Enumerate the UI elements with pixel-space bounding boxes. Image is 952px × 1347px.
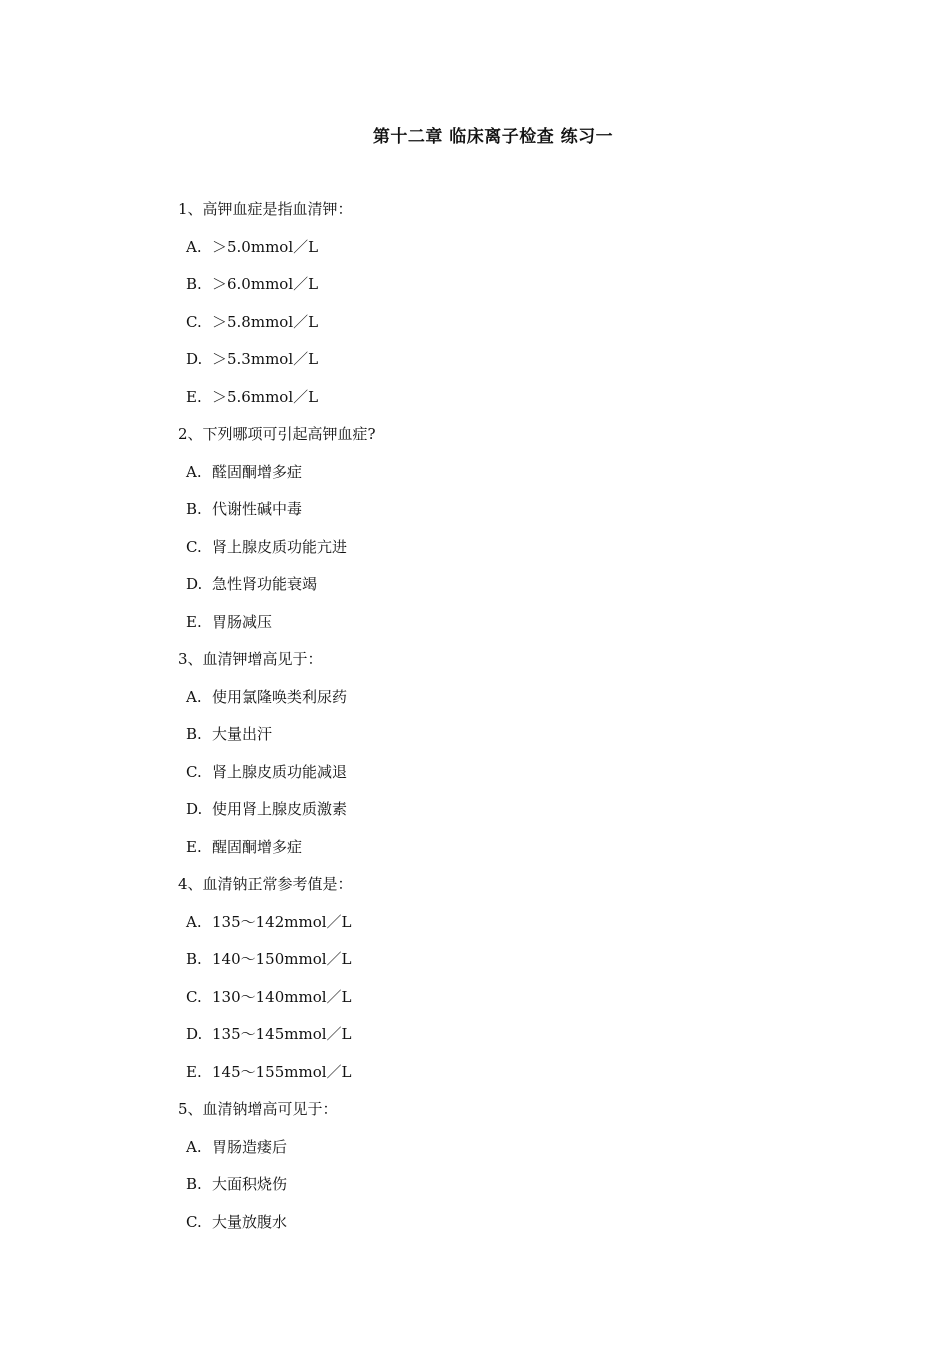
- option-text: 大量出汗: [212, 725, 273, 743]
- option-text: 代谢性碱中毒: [212, 500, 303, 518]
- option-letter: E.: [186, 1062, 202, 1081]
- question-4-option-a: [178, 910, 878, 948]
- option-text: ＞5.8mmol／L: [212, 312, 319, 331]
- question-3-option-d: [178, 797, 878, 835]
- question-3-option-b: [178, 722, 878, 760]
- question-2: 2、下列哪项可引起高钾血症?: [178, 425, 376, 443]
- option-letter: C.: [186, 762, 202, 781]
- option-text: 135～142mmol／L: [212, 912, 352, 931]
- option-letter: B.: [186, 500, 202, 518]
- question-5-option-a: [178, 1135, 878, 1173]
- option-text: ＞5.0mmol／L: [212, 237, 319, 256]
- option-text: 胃肠减压: [212, 612, 273, 631]
- option-letter: C.: [186, 1212, 202, 1231]
- option-text: 胃肠造瘘后: [212, 1137, 288, 1156]
- page-title: 第十二章 临床离子检查 练习一: [372, 127, 614, 147]
- option-text: 肾上腺皮质功能减退: [212, 762, 348, 781]
- question-1: 1、高钾血症是指血清钾：: [178, 200, 353, 218]
- question-1-option-e: [178, 385, 878, 423]
- question-4-option-c: [178, 985, 878, 1023]
- option-text: 大量放腹水: [212, 1212, 288, 1231]
- question-3-option-e: [178, 835, 878, 873]
- question-5-option-b: [178, 1172, 878, 1210]
- question-1-option-a: [178, 235, 878, 273]
- option-letter: B.: [186, 275, 202, 293]
- question-5-option-c: [178, 1210, 878, 1248]
- option-letter: C.: [186, 312, 202, 331]
- question-3-option-c: [178, 760, 878, 798]
- option-letter: D.: [186, 575, 203, 593]
- option-text: ＞5.3mmol／L: [212, 350, 319, 368]
- question-3-option-a: [178, 685, 878, 723]
- option-letter: A.: [186, 462, 202, 481]
- question-list: [178, 197, 878, 1247]
- question-2-option-d: [178, 572, 878, 610]
- option-letter: E.: [186, 837, 202, 856]
- question-4-option-e: [178, 1060, 878, 1098]
- question-5: 5、血清钠增高可见于：: [178, 1100, 338, 1118]
- option-text: 135～145mmol／L: [212, 1025, 352, 1043]
- question-2-option-b: [178, 497, 878, 535]
- option-text: 使用氯隆唤类利尿药: [212, 687, 348, 706]
- option-text: 大面积烧伤: [212, 1175, 288, 1193]
- option-letter: D.: [186, 800, 203, 818]
- option-letter: B.: [186, 1175, 202, 1193]
- option-text: 急性肾功能衰竭: [212, 575, 318, 593]
- option-letter: A.: [186, 687, 202, 706]
- question-2-option-c: [178, 535, 878, 573]
- question-1-option-c: [178, 310, 878, 348]
- option-text: 145～155mmol／L: [212, 1062, 352, 1081]
- question-4: 4、血清钠正常参考值是：: [178, 875, 353, 893]
- question-1-option-d: [178, 347, 878, 385]
- option-letter: A.: [186, 237, 202, 256]
- question-1-option-b: [178, 272, 878, 310]
- option-letter: A.: [186, 1137, 202, 1156]
- option-letter: E.: [186, 612, 202, 631]
- question-4-option-b: [178, 947, 878, 985]
- option-letter: D.: [186, 1025, 203, 1043]
- option-text: 醒固酮增多症: [212, 837, 303, 856]
- option-text: ＞6.0mmol／L: [212, 275, 319, 293]
- option-letter: C.: [186, 987, 202, 1006]
- question-3: 3、血清钾增高见于：: [178, 650, 323, 668]
- option-letter: A.: [186, 912, 202, 931]
- option-text: 使用肾上腺皮质激素: [212, 800, 348, 818]
- option-letter: D.: [186, 350, 203, 368]
- option-text: 肾上腺皮质功能亢进: [212, 537, 348, 556]
- question-4-option-d: [178, 1022, 878, 1060]
- question-2-option-a: [178, 460, 878, 498]
- option-text: ＞5.6mmol／L: [212, 387, 319, 406]
- option-text: 醛固酮增多症: [212, 462, 303, 481]
- option-text: 130～140mmol／L: [212, 987, 352, 1006]
- question-2-option-e: [178, 610, 878, 648]
- option-text: 140～150mmol／L: [212, 950, 352, 968]
- option-letter: E.: [186, 387, 202, 406]
- option-letter: C.: [186, 537, 202, 556]
- option-letter: B.: [186, 725, 202, 743]
- option-letter: B.: [186, 950, 202, 968]
